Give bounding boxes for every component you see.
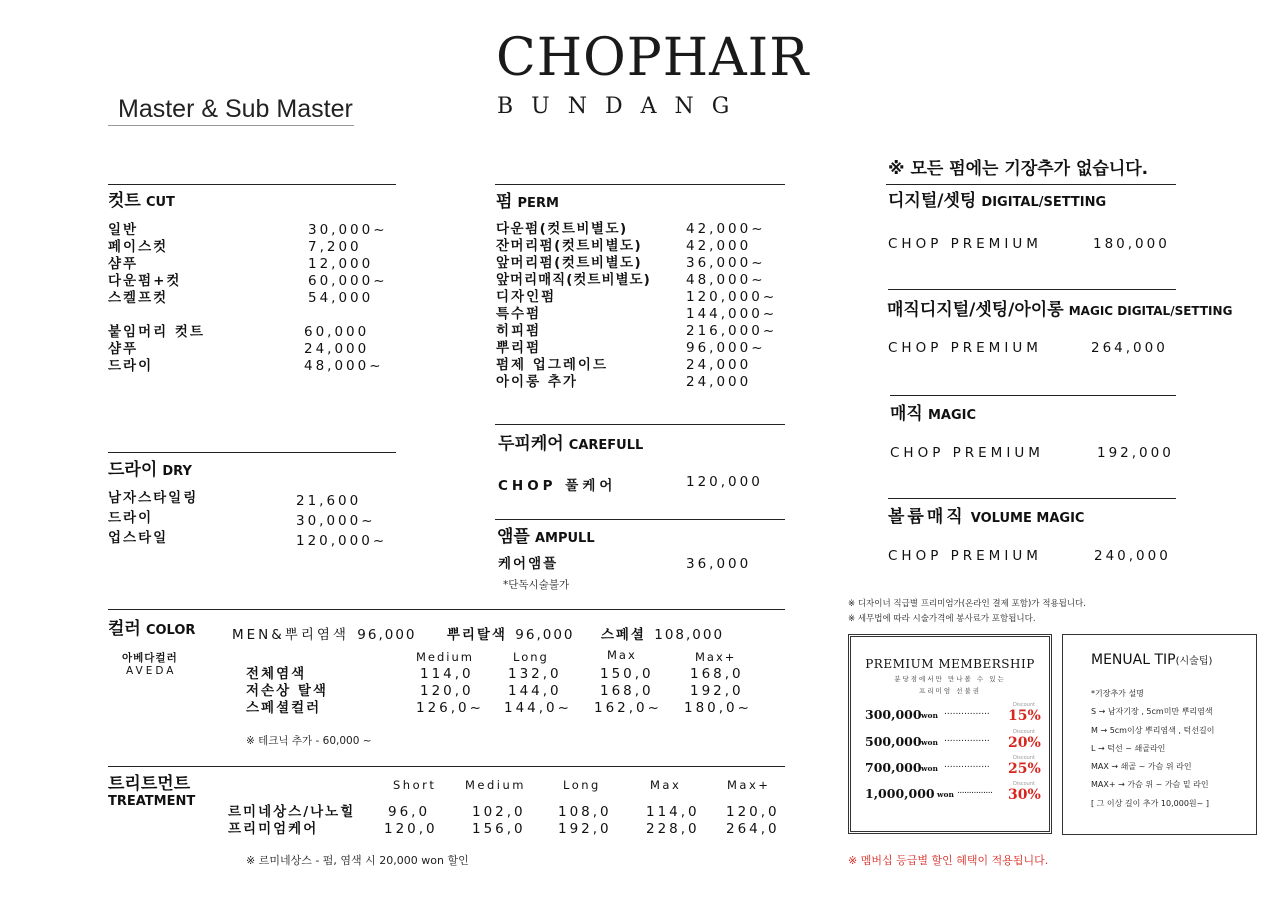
tier-percent: 15% — [1008, 708, 1041, 724]
tier-percent: 30% — [1008, 787, 1041, 803]
volume-title-ko: 볼륨매직 — [888, 507, 966, 527]
membership-sub1: 분당점에서만 만나볼 수 있는 — [894, 675, 1006, 683]
perm-length-notice: ※ 모든 펌에는 기장추가 없습니다. — [888, 159, 1149, 179]
color-top-name: 뿌리탈색 — [446, 627, 507, 643]
perm-item-price: 42,000~ — [686, 221, 766, 237]
color-top-name: MEN&뿌리염색 — [232, 627, 349, 643]
color-divider — [108, 609, 785, 610]
dry-divider — [108, 452, 396, 453]
dry-title-en: DRY — [162, 464, 192, 479]
volume-divider — [888, 498, 1176, 499]
tier-dots: ................ — [944, 707, 990, 717]
color-col-header: Long — [513, 650, 549, 664]
ampull-title-en: AMPULL — [534, 531, 595, 546]
magic-digital-title-en: MAGIC DIGITAL/SETTING — [1068, 304, 1233, 318]
color-cell: 168,0 — [600, 683, 654, 699]
perm-item-price: 24,000 — [686, 357, 752, 373]
perm-item-price: 36,000~ — [686, 255, 766, 271]
color-title-en: COLOR — [145, 623, 196, 638]
perm-item-price: 120,000~ — [686, 289, 778, 305]
treatment-row — [228, 804, 780, 821]
treatment-row — [228, 821, 780, 838]
treatment-col-header: Max+ — [727, 778, 771, 792]
tier-dots: ................ — [944, 734, 990, 744]
perm-heading — [496, 187, 559, 212]
color-top-price: 108,000 — [654, 627, 725, 643]
cut-item-name: 다운펌+컷 — [108, 273, 182, 289]
cut-item-price: 24,000 — [304, 341, 370, 357]
digital-divider — [886, 184, 1176, 185]
tier-discount-label: Discount — [1013, 702, 1035, 708]
color-col-header: Max — [607, 648, 637, 662]
cut-item-name: 붙임머리 컷트 — [108, 324, 205, 340]
dry-item-price: 30,000~ — [296, 513, 376, 529]
treatment-row-name: 르미네상스/나노힐 — [228, 804, 356, 820]
tier-percent: 20% — [1008, 735, 1041, 751]
treatment-cell: 102,0 — [472, 804, 526, 820]
digital-heading — [888, 186, 1106, 211]
perm-item-price: 144,000~ — [686, 306, 778, 322]
membership-tier — [865, 702, 1045, 727]
ampull-row — [498, 556, 751, 573]
treatment-cell: 156,0 — [472, 821, 526, 837]
membership-tier — [865, 781, 1045, 806]
treatment-cell: 264,0 — [726, 821, 780, 837]
color-cell: 180,0~ — [684, 700, 752, 716]
treatment-title-en: TREATMENT — [108, 794, 196, 809]
magic-digital-title-ko: 매직디지털/셋팅/아이롱 — [887, 300, 1064, 320]
aveda-label-en: AVEDA — [126, 665, 177, 677]
color-cell: 132,0 — [508, 666, 562, 682]
perm-item-name: 앞머리펌(컷트비별도) — [496, 255, 643, 271]
price-note: ※ 세무법에 따라 시술가격에 봉사료가 포함됩니다. — [848, 614, 1036, 624]
digital-label: CHOP PREMIUM — [888, 236, 1042, 252]
tier-amount: 300,000 — [865, 707, 922, 722]
color-row-name: 저손상 탈색 — [246, 683, 328, 699]
treatment-col-header: Medium — [465, 778, 526, 792]
color-cell: 144,0 — [508, 683, 562, 699]
color-cell: 150,0 — [600, 666, 654, 682]
magic-digital-divider — [888, 289, 1176, 290]
color-row — [246, 683, 752, 700]
digital-price: 180,000 — [1093, 236, 1170, 252]
tier-percent: 25% — [1008, 761, 1041, 777]
perm-title-ko: 펌 — [496, 192, 513, 212]
treatment-divider — [108, 766, 785, 767]
perm-title-en: PERM — [517, 196, 559, 211]
cut-list — [108, 222, 388, 307]
cut-item-name: 드라이 — [108, 358, 154, 374]
manual-tip-line: S → 남자기장 , 5cm미만 뿌리염색 — [1091, 707, 1213, 717]
cut-item-price: 30,000~ — [308, 222, 388, 238]
manual-tip-line: [ 그 이상 길이 추가 10,000원~ ] — [1091, 798, 1210, 808]
tier-unit: won — [921, 738, 938, 747]
perm-item-name: 앞머리매직(컷트비별도) — [496, 272, 651, 288]
dry-list — [108, 490, 387, 550]
manual-tip-line: M → 5cm이상 뿌리염색 , 턱선길이 — [1091, 725, 1215, 735]
perm-item-name: 잔머리펌(컷트비별도) — [496, 238, 643, 254]
perm-item-price: 24,000 — [686, 374, 752, 390]
dry-item-name: 드라이 — [108, 510, 154, 526]
treatment-col-header: Short — [393, 778, 437, 792]
treatment-col-header: Max — [650, 778, 682, 792]
cut-heading — [108, 186, 175, 211]
color-top-name: 스페셜 — [600, 627, 646, 643]
tier-discount-label: Discount — [1013, 729, 1035, 735]
color-row — [246, 700, 752, 717]
color-col-header: Medium — [416, 650, 474, 664]
treatment-cell: 96,0 — [388, 804, 431, 820]
treatment-cell: 108,0 — [558, 804, 612, 820]
color-col-header: Max+ — [695, 650, 737, 664]
scalp-row — [498, 474, 763, 494]
perm-item-name: 아이롱 추가 — [496, 374, 578, 390]
digital-title-en: DIGITAL/SETTING — [981, 195, 1107, 210]
magic-divider — [890, 395, 1176, 396]
ampull-heading — [497, 522, 595, 547]
tier-amount: 700,000 — [865, 760, 922, 775]
dry-heading — [108, 455, 192, 480]
cut-item-price: 48,000~ — [304, 358, 384, 374]
cut-item-name: 스켈프컷 — [108, 290, 169, 306]
color-title-ko: 컬러 — [108, 619, 141, 639]
membership-box — [848, 634, 1052, 834]
cut-item-price: 60,000 — [304, 324, 370, 340]
volume-title-en: VOLUME MAGIC — [970, 511, 1085, 526]
perm-item-name: 특수펌 — [496, 306, 542, 322]
color-note: ※ 테크닉 추가 - 60,000 ~ — [246, 735, 372, 747]
membership-tier — [865, 755, 1045, 780]
scalp-heading — [498, 429, 643, 454]
treatment-cell: 192,0 — [558, 821, 612, 837]
color-cell: 168,0 — [690, 666, 744, 682]
cut-item-name: 페이스컷 — [108, 239, 169, 255]
cut-item-name: 샴푸 — [108, 256, 139, 272]
tier-amount: 500,000 — [865, 734, 922, 749]
perm-item-name: 뿌리펌 — [496, 340, 542, 356]
treatment-cell: 120,0 — [726, 804, 780, 820]
color-row-name: 전체염색 — [246, 666, 307, 682]
cut-list-2 — [108, 324, 384, 375]
membership-footer-note: ※ 멤버십 등급별 할인 혜택이 적용됩니다. — [848, 854, 1049, 867]
scalp-title-ko: 두피케어 — [498, 434, 564, 454]
treatment-cell: 114,0 — [646, 804, 700, 820]
perm-item-price: 42,000 — [686, 238, 752, 254]
perm-item-name: 히피펌 — [496, 323, 542, 339]
treatment-title-ko: 트리트먼트 — [108, 774, 191, 794]
magic-digital-label: CHOP PREMIUM — [888, 340, 1042, 356]
cut-item-name: 일반 — [108, 222, 139, 238]
color-row — [246, 666, 752, 683]
scalp-divider — [495, 424, 785, 425]
color-cell: 144,0~ — [504, 700, 572, 716]
tier-dots: ............... — [957, 786, 993, 796]
cut-item-name: 샴푸 — [108, 341, 139, 357]
color-cell: 162,0~ — [594, 700, 662, 716]
brand-subtitle: BUNDANG — [497, 94, 748, 119]
manual-tip-title: MENUAL TIP — [1091, 652, 1176, 668]
volume-heading — [888, 502, 1084, 527]
dry-item-name: 남자스타일링 — [108, 490, 199, 506]
tier-unit: won — [921, 764, 938, 773]
tier-discount-label: Discount — [1013, 755, 1035, 761]
perm-item-name: 다운펌(컷트비별도) — [496, 221, 628, 237]
magic-title-ko: 매직 — [890, 404, 923, 424]
magic-heading — [890, 399, 976, 424]
magic-digital-price: 264,000 — [1091, 340, 1168, 356]
price-notes — [848, 597, 1086, 627]
perm-list — [496, 221, 777, 391]
treatment-cell: 120,0 — [384, 821, 438, 837]
cut-divider — [108, 184, 396, 185]
scalp-title-en: CAREFULL — [568, 438, 644, 453]
manual-tip-box — [1062, 634, 1257, 835]
color-cell: 126,0~ — [416, 700, 484, 716]
membership-tier — [865, 729, 1045, 754]
aveda-label-ko: 아베다컬러 — [122, 652, 178, 664]
color-cell: 120,0 — [420, 683, 474, 699]
master-title: Master & Sub Master — [118, 95, 353, 123]
ampull-title-ko: 앰플 — [497, 527, 530, 547]
price-note: ※ 디자이너 직급별 프리미엄가(온라인 결제 포함)가 적용됩니다. — [848, 599, 1086, 609]
manual-tip-line: L → 턱선 ~ 쇄골라인 — [1091, 743, 1166, 753]
treatment-cell: 228,0 — [646, 821, 700, 837]
digital-title-ko: 디지털/셋팅 — [888, 191, 977, 211]
treatment-table — [228, 804, 780, 838]
color-table — [246, 666, 752, 717]
ampull-item-name: 케어앰플 — [498, 556, 559, 572]
magic-title-en: MAGIC — [927, 408, 976, 423]
ampull-divider — [495, 519, 785, 520]
master-underline — [108, 125, 354, 126]
dry-item-price: 21,600 — [296, 493, 362, 509]
dry-item-price: 120,000~ — [296, 533, 388, 549]
cut-item-price: 12,000 — [308, 256, 374, 272]
manual-tip-line: *기장추가 설명 — [1091, 689, 1144, 698]
treatment-note: ※ 르미네상스 - 펌, 염색 시 20,000 won 할인 — [246, 854, 469, 867]
cut-title-en: CUT — [145, 195, 175, 210]
membership-title: PREMIUM MEMBERSHIP — [865, 657, 1035, 671]
scalp-item-price: 120,000 — [686, 474, 763, 490]
volume-label: CHOP PREMIUM — [888, 548, 1042, 564]
color-cell: 192,0 — [690, 683, 744, 699]
color-cell: 114,0 — [420, 666, 474, 682]
cut-item-price: 60,000~ — [308, 273, 388, 289]
membership-sub2: 프리미엄 선불권 — [918, 687, 982, 695]
manual-tip-lines — [1091, 685, 1214, 813]
color-top-price: 96,000 — [515, 627, 575, 643]
dry-title-ko: 드라이 — [108, 460, 158, 480]
color-top-row — [232, 623, 724, 643]
volume-price: 240,000 — [1094, 548, 1171, 564]
color-top-price: 96,000 — [357, 627, 417, 643]
color-heading — [108, 614, 195, 639]
manual-tip-title-sub: (시술팁) — [1175, 656, 1213, 667]
magic-label: CHOP PREMIUM — [890, 445, 1044, 461]
tier-unit: won — [937, 790, 954, 799]
perm-divider — [495, 184, 785, 185]
treatment-row-name: 프리미엄케어 — [228, 821, 319, 837]
scalp-item-name: CHOP 풀케어 — [498, 478, 617, 494]
color-row-name: 스페셜컬러 — [246, 700, 322, 716]
manual-tip-line: MAX+ → 가슴 위 ~ 가슴 밑 라인 — [1091, 780, 1209, 790]
cut-item-price: 54,000 — [308, 290, 374, 306]
tier-dots: ................ — [944, 760, 990, 770]
ampull-note: *단독시술불가 — [503, 579, 570, 591]
perm-item-name: 펌제 업그레이드 — [496, 357, 608, 373]
perm-item-name: 디자인펌 — [496, 289, 557, 305]
cut-item-price: 7,200 — [308, 239, 362, 255]
manual-tip-heading — [1091, 652, 1212, 668]
magic-price: 192,000 — [1097, 445, 1174, 461]
perm-item-price: 96,000~ — [686, 340, 766, 356]
perm-item-price: 216,000~ — [686, 323, 778, 339]
magic-digital-heading — [887, 295, 1232, 320]
cut-title-ko: 컷트 — [108, 191, 141, 211]
manual-tip-line: MAX → 쇄골 ~ 가슴 위 라인 — [1091, 762, 1192, 772]
treatment-col-header: Long — [563, 778, 601, 792]
perm-item-price: 48,000~ — [686, 272, 766, 288]
tier-unit: won — [921, 711, 938, 720]
ampull-item-price: 36,000 — [686, 556, 752, 572]
tier-amount: 1,000,000 — [865, 786, 935, 801]
tier-discount-label: Discount — [1013, 781, 1035, 787]
dry-item-name: 업스타일 — [108, 530, 169, 546]
brand-title: CHOPHAIR — [496, 28, 810, 88]
